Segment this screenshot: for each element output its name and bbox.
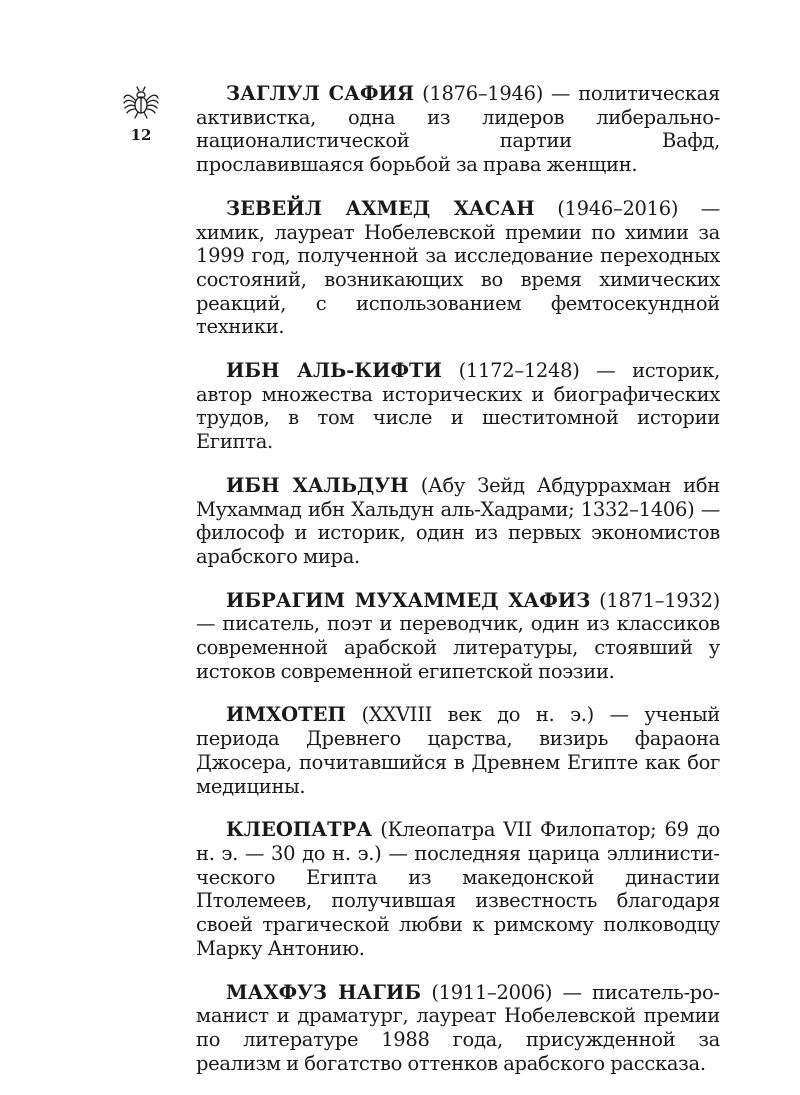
glossary-entry: [196, 981, 720, 1076]
entry-name: ИБН АЛЬ-КИФТИ: [226, 359, 442, 383]
entry-text: (1876–1946) — политическая активистка, одна из лидеров либерально-националистической партии Вафд, прославившаяся борьбой за права женщин.: [196, 82, 720, 177]
glossary-entry: [196, 197, 720, 339]
entry-text: (1911–2006) — писатель-романист и драматург, лауреат Нобелевской премии по литературе 1988 года, присужденной за реализм и богатство оттенков арабского рассказа.: [196, 980, 720, 1075]
entry-name: МАХФУЗ НАГИБ: [226, 980, 422, 1004]
page-number: 12: [130, 126, 152, 144]
entry-text: (1871–1932) — писатель, поэт и переводчик, один из классиков современной арабской литературы, стоявший у истоков современной египетской поэзии.: [196, 588, 720, 683]
entry-name: КЛЕОПАТРА: [226, 818, 373, 842]
entry-name: ЗЕВЕЙЛ АХМЕД ХАСАН: [226, 196, 535, 220]
entry-name: ЗАГЛУЛ САФИЯ: [226, 82, 415, 105]
entry-name: ИБН ХАЛЬДУН: [226, 473, 409, 497]
glossary-entry: [196, 359, 720, 454]
entry-name: ИБРАГИМ МУХАММЕД ХАФИЗ: [226, 588, 591, 612]
glossary-entry: [196, 589, 720, 684]
glossary-entries: [196, 82, 720, 1095]
glossary-entry: [196, 474, 720, 569]
entry-text: (Клеопатра VII Филопатор; 69 до н. э. — 30 до н. э.) — последняя царица эллинистического Египта из македонской династии Птолемеев, получившая известность благодаря своей трагической любви к римскому полководцу Марку Антонию.: [196, 818, 720, 960]
entry-text: (1946–2016) — химик, лауреат Нобелевской премии по химии за 1999 год, полученной за исследование переходных состояний, возникающих во время химических реакций, с использованием фемтосекундной техники.: [196, 196, 721, 339]
entry-name: ИМХОТЕП: [226, 703, 346, 727]
scarab-emblem-icon: [122, 84, 160, 122]
entry-text: (Абу Зейд Абдуррахман ибн Мухаммад ибн Хальдун аль-Хадрами; 1332–1406) — философ и историк, один из первых экономистов арабского мира.: [196, 473, 720, 568]
entry-text: (1172–1248) — историк, автор множества исторических и биографических трудов, в том числе и шеститомной истории Египта.: [196, 359, 720, 454]
glossary-entry: [196, 818, 720, 960]
glossary-entry: [196, 82, 720, 177]
glossary-entry: [196, 703, 720, 798]
entry-text: (XXVIII век до н. э.) — ученый периода Древнего царства, визирь фараона Джосера, почитавшийся в Древнем Египте как бог медицины.: [196, 703, 720, 798]
